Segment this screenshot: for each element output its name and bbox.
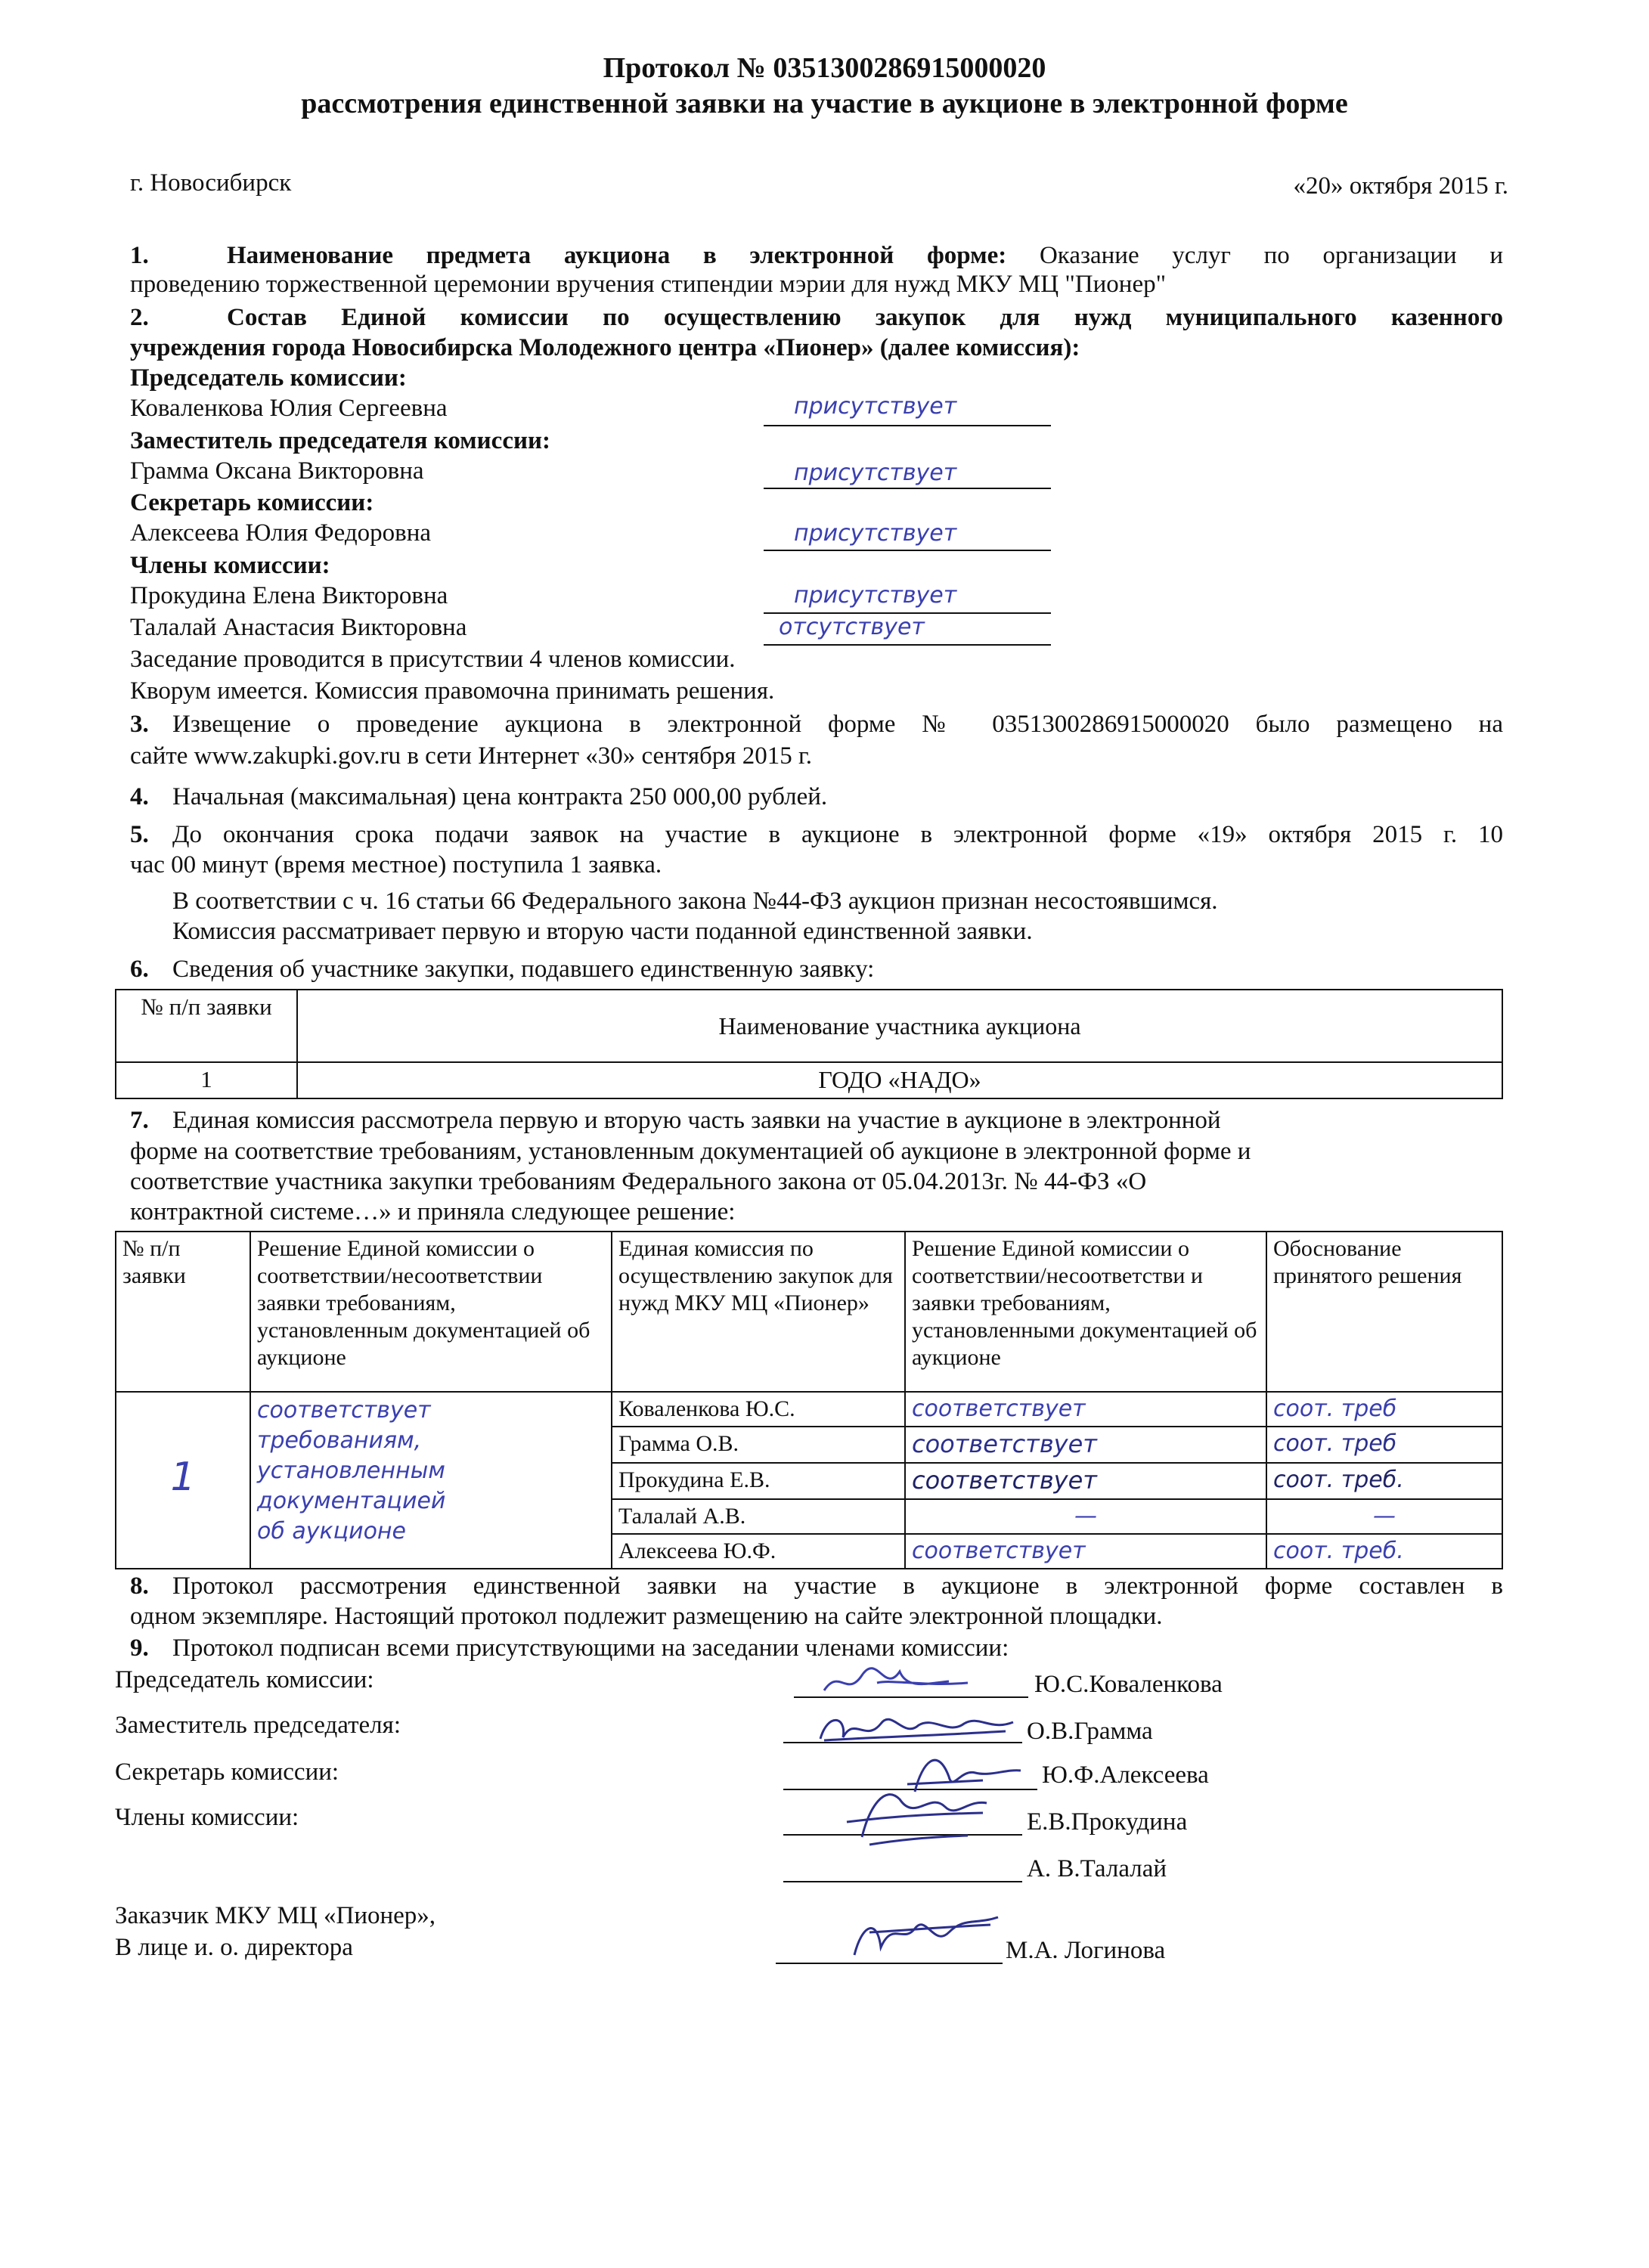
- section6-text: Сведения об участнике закупки, подавшего единственную заявку:: [172, 956, 875, 983]
- member2-status: отсутствует: [779, 614, 925, 640]
- customer-signature-icon: [839, 1902, 1021, 1970]
- decision-row-reason: [1266, 1499, 1502, 1534]
- sig-members-label: Члены комиссии:: [115, 1804, 299, 1831]
- section1-number: 1.: [130, 242, 149, 269]
- decision-table: [115, 1231, 1503, 1569]
- section7-line1: Единая комиссия рассмотрела первую и вторую часть заявки на участие в аукционе в электронной: [172, 1107, 1221, 1134]
- document-date: «20» октября 2015 г.: [1293, 172, 1508, 200]
- decision-row-decision-text: соответствует: [912, 1466, 1097, 1495]
- chair-status-line: [764, 425, 1051, 426]
- decision-hw-num: 1: [170, 1455, 196, 1500]
- decision-hw-line-5: об аукционе: [257, 1518, 406, 1545]
- section3-line2: сайте www.zakupki.gov.ru в сети Интернет «30» сентября 2015 г.: [130, 742, 813, 770]
- member2-name: Талалай Анастасия Викторовна: [130, 614, 467, 641]
- section5-line2: час 00 минут (время местное) поступила 1 заявка.: [130, 851, 662, 878]
- decision-row-member: Коваленкова Ю.С.: [612, 1392, 905, 1427]
- decision-col-commission: Единая комиссия по осуществлению закупок для нужд МКУ МЦ «Пионер»: [612, 1232, 905, 1392]
- section9-number: 9.: [130, 1634, 149, 1662]
- decision-row-decision: [905, 1427, 1266, 1463]
- quorum-note: Кворум имеется. Комиссия правомочна принимать решения.: [130, 677, 775, 705]
- member1-status: присутствует: [794, 582, 957, 609]
- decision-row-reason: [1266, 1427, 1502, 1463]
- chair-signature-icon: [817, 1660, 1013, 1706]
- decision-row-reason-text: —: [1373, 1503, 1396, 1529]
- decision-row-member: Прокудина Е.В.: [612, 1463, 905, 1499]
- chair-name: Коваленкова Юлия Сергеевна: [130, 395, 448, 422]
- deputy-status: присутствует: [794, 460, 957, 486]
- decision-row-decision: [905, 1499, 1266, 1534]
- sig-customer-name: М.А. Логинова: [1006, 1937, 1166, 1964]
- participant-table-head-name: Наименование участника аукциона: [297, 990, 1502, 1062]
- section7-line3: соответствие участника закупки требованиям Федерального закона от 05.04.2013г. № 44-ФЗ «О: [130, 1168, 1147, 1195]
- document-subtitle: рассмотрения единственной заявки на участие в аукционе в электронной форме: [301, 88, 1348, 119]
- section1-text-a: Оказание услуг по организации и: [1039, 242, 1503, 269]
- decision-col-decision: Решение Единой комиссии о соответствии/несоответствии заявки требованиям, установленным документацией об аукционе: [250, 1232, 612, 1392]
- decision-row-decision: [905, 1463, 1266, 1499]
- section9-text: Протокол подписан всеми присутствующими на заседании членами комиссии:: [172, 1634, 1009, 1662]
- section1-line2: проведению торжественной церемонии вручения стипендии мэрии для нужд МКУ МЦ "Пионер": [130, 271, 1167, 298]
- sig-member1-name: Е.В.Прокудина: [1027, 1808, 1188, 1836]
- secretary-name: Алексеева Юлия Федоровна: [130, 519, 432, 547]
- sig-secretary-name: Ю.Ф.Алексеева: [1042, 1761, 1209, 1789]
- decision-row-reason: [1266, 1392, 1502, 1427]
- section6-number: 6.: [130, 956, 149, 983]
- secretary-status-line: [764, 550, 1051, 551]
- decision-hw-line-4: документацией: [257, 1488, 446, 1514]
- sig-member2-line: [783, 1881, 1022, 1882]
- sig-secretary-label: Секретарь комиссии:: [115, 1758, 339, 1786]
- secretary-label: Секретарь комиссии:: [130, 489, 374, 516]
- chair-label: Председатель комиссии:: [130, 364, 407, 392]
- decision-row-reason: [1266, 1534, 1502, 1569]
- section8-line2: одном экземпляре. Настоящий протокол подлежит размещению на сайте электронной площадки.: [130, 1603, 1163, 1630]
- chair-status: присутствует: [794, 393, 957, 420]
- decision-row-decision: [905, 1392, 1266, 1427]
- decision-row-reason-text: соот. треб.: [1273, 1467, 1404, 1493]
- sig-member2-name: А. В.Талалай: [1027, 1855, 1167, 1882]
- section2-number: 2.: [130, 304, 149, 331]
- participant-row-num: 1: [116, 1062, 297, 1098]
- customer-line1: Заказчик МКУ МЦ «Пионер»,: [115, 1902, 436, 1929]
- decision-col-reason: Обоснование принятого решения: [1266, 1232, 1502, 1392]
- decision-row-reason-text: соот. треб.: [1273, 1538, 1404, 1564]
- decision-row-member: Талалай А.В.: [612, 1499, 905, 1534]
- secretary-status: присутствует: [794, 520, 957, 547]
- section5-line3: В соответствии с ч. 16 статьи 66 Федерального закона №44-ФЗ аукцион признан несостоявшимся.: [172, 888, 1218, 915]
- meeting-note: Заседание проводится в присутствии 4 членов комиссии.: [130, 646, 736, 673]
- decision-row-decision-text: соответствует: [912, 1538, 1086, 1564]
- decision-row-reason: [1266, 1463, 1502, 1499]
- section4-number: 4.: [130, 783, 149, 810]
- sig-deputy-name: О.В.Грамма: [1027, 1718, 1153, 1745]
- section7-line2: форме на соответствие требованиям, установленным документацией об аукционе в электронной форме и: [130, 1138, 1251, 1165]
- sig-deputy-label: Заместитель председателя:: [115, 1712, 401, 1739]
- section2-heading-line1: Состав Единой комиссии по осуществлению закупок для нужд муниципального казенного: [227, 304, 1503, 331]
- decision-hw-line-2: требованиям,: [257, 1427, 422, 1454]
- deputy-label: Заместитель председателя комиссии:: [130, 427, 550, 454]
- decision-col-num: № п/п заявки: [116, 1232, 250, 1392]
- city: г. Новосибирск: [130, 169, 292, 197]
- decision-hw-line-1: соответствует: [257, 1397, 431, 1424]
- decision-row-decision-text: —: [1074, 1503, 1097, 1529]
- member2-status-line: [764, 644, 1051, 646]
- section5-number: 5.: [130, 821, 149, 848]
- decision-row-decision: [905, 1534, 1266, 1569]
- deputy-status-line: [764, 488, 1051, 489]
- participant-table: [115, 989, 1503, 1099]
- decision-row-decision-text: соответствует: [912, 1430, 1097, 1458]
- decision-row-member: Алексеева Ю.Ф.: [612, 1534, 905, 1569]
- sig-chair-label: Председатель комиссии:: [115, 1666, 374, 1693]
- member1-name: Прокудина Елена Викторовна: [130, 582, 448, 609]
- section2-heading-line2: учреждения города Новосибирска Молодежного центра «Пионер» (далее комиссия):: [130, 334, 1080, 361]
- decision-hw-line-3: установленным: [257, 1458, 445, 1484]
- decision-row-member: Грамма О.В.: [612, 1427, 905, 1463]
- member1-signature-icon: [832, 1777, 1013, 1852]
- decision-row-decision-text: соответствует: [912, 1396, 1086, 1422]
- section5-line1: До окончания срока подачи заявок на участие в аукционе в электронной форме «19» октября 2015 г. 10: [172, 821, 1503, 848]
- section1-label: Наименование предмета аукциона в электронной форме:: [227, 242, 1007, 269]
- sig-chair-name: Ю.С.Коваленкова: [1034, 1671, 1223, 1698]
- section4-text: Начальная (максимальная) цена контракта 250 000,00 рублей.: [172, 783, 828, 810]
- section7-number: 7.: [130, 1107, 149, 1134]
- decision-col-member-decision: Решение Единой комиссии о соответствии/несоответстви и заявки требованиям, установленными документацией об аукционе: [905, 1232, 1266, 1392]
- members-label: Члены комиссии:: [130, 552, 330, 579]
- section8-line1: Протокол рассмотрения единственной заявки на участие в аукционе в электронной форме составлен в: [172, 1572, 1503, 1600]
- section5-line4: Комиссия рассматривает первую и вторую части поданной единственной заявки.: [172, 918, 1033, 945]
- decision-row-reason-text: соот. треб: [1273, 1430, 1397, 1457]
- section7-line4: контрактной системе…» и приняла следующее решение:: [130, 1198, 736, 1225]
- decision-hw-num-cell: [116, 1392, 250, 1569]
- section3-line1: Извещение о проведение аукциона в электронной форме № 0351300286915000020 было размещено на: [172, 711, 1503, 738]
- section3-number: 3.: [130, 711, 149, 738]
- document-title: Протокол № 0351300286915000020: [603, 52, 1046, 84]
- section1-line1: [227, 240, 1503, 271]
- customer-line2: В лице и. о. директора: [115, 1934, 353, 1961]
- deputy-name: Грамма Оксана Викторовна: [130, 457, 424, 485]
- decision-hw-cell: [250, 1392, 612, 1569]
- participant-table-head-num: № п/п заявки: [116, 990, 297, 1062]
- decision-row-reason-text: соот. треб: [1273, 1396, 1397, 1422]
- section8-number: 8.: [130, 1572, 149, 1600]
- participant-row-name: ГОДО «НАДО»: [297, 1062, 1502, 1098]
